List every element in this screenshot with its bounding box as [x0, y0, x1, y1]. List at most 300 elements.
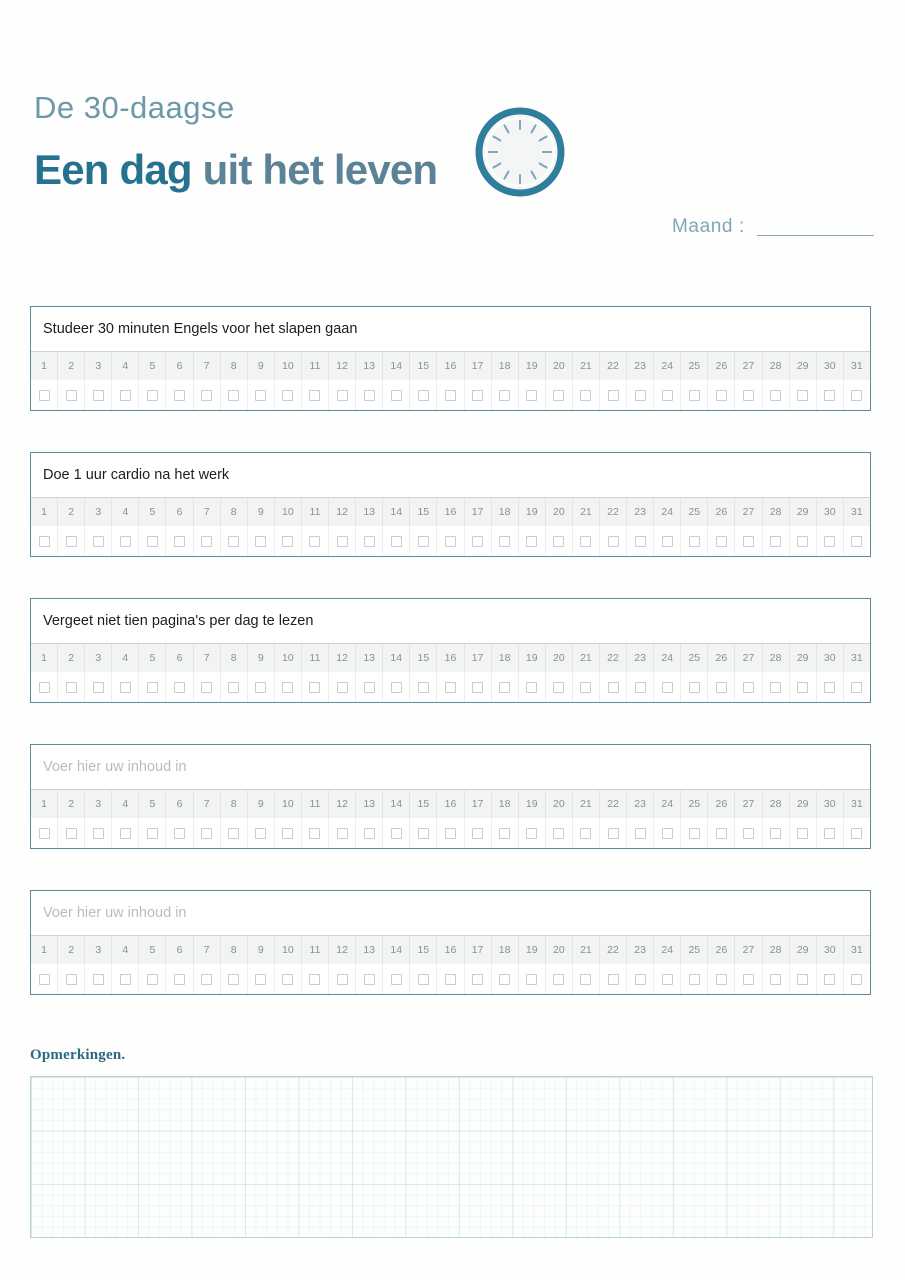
day-checkbox[interactable] [743, 390, 754, 401]
day-checkbox[interactable] [851, 974, 862, 985]
day-checkbox[interactable] [282, 682, 293, 693]
day-checkbox[interactable] [635, 682, 646, 693]
checkbox-cell[interactable] [58, 380, 85, 410]
checkbox-cell[interactable] [248, 818, 275, 848]
checkbox-cell[interactable] [58, 526, 85, 556]
day-checkbox[interactable] [797, 974, 808, 985]
checkbox-cell[interactable] [790, 818, 817, 848]
day-checkbox[interactable] [39, 390, 50, 401]
checkbox-cell[interactable] [654, 672, 681, 702]
checkbox-cell[interactable] [302, 526, 329, 556]
checkbox-cell[interactable] [735, 380, 762, 410]
day-checkbox[interactable] [499, 974, 510, 985]
checkbox-cell[interactable] [790, 964, 817, 994]
day-checkbox[interactable] [797, 390, 808, 401]
checkbox-cell[interactable] [31, 672, 58, 702]
checkbox-cell[interactable] [573, 964, 600, 994]
day-checkbox[interactable] [499, 536, 510, 547]
day-checkbox[interactable] [499, 828, 510, 839]
day-checkbox[interactable] [93, 536, 104, 547]
day-checkbox[interactable] [418, 682, 429, 693]
day-checkbox[interactable] [147, 974, 158, 985]
checkbox-cell[interactable] [654, 526, 681, 556]
checkbox-cell[interactable] [437, 964, 464, 994]
checkbox-cell[interactable] [627, 526, 654, 556]
day-checkbox[interactable] [255, 682, 266, 693]
checkbox-cell[interactable] [492, 818, 519, 848]
day-checkbox[interactable] [228, 828, 239, 839]
checkbox-cell[interactable] [654, 964, 681, 994]
checkbox-cell[interactable] [708, 380, 735, 410]
checkbox-cell[interactable] [519, 818, 546, 848]
checkbox-cell[interactable] [627, 380, 654, 410]
habit-title-input[interactable]: Studeer 30 minuten Engels voor het slapen gaan [31, 307, 870, 352]
checkbox-cell[interactable] [817, 672, 844, 702]
day-checkbox[interactable] [824, 828, 835, 839]
checkbox-cell[interactable] [85, 526, 112, 556]
habit-title-input[interactable]: Voer hier uw inhoud in [31, 891, 870, 936]
checkbox-cell[interactable] [492, 672, 519, 702]
checkbox-cell[interactable] [383, 526, 410, 556]
day-checkbox[interactable] [635, 536, 646, 547]
checkbox-cell[interactable] [817, 526, 844, 556]
day-checkbox[interactable] [418, 828, 429, 839]
day-checkbox[interactable] [445, 682, 456, 693]
day-checkbox[interactable] [337, 390, 348, 401]
checkbox-cell[interactable] [112, 380, 139, 410]
checkbox-cell[interactable] [546, 526, 573, 556]
checkbox-cell[interactable] [112, 526, 139, 556]
day-checkbox[interactable] [120, 682, 131, 693]
checkbox-cell[interactable] [437, 526, 464, 556]
day-checkbox[interactable] [391, 536, 402, 547]
day-checkbox[interactable] [553, 828, 564, 839]
checkbox-cell[interactable] [681, 526, 708, 556]
day-checkbox[interactable] [120, 828, 131, 839]
checkbox-cell[interactable] [817, 380, 844, 410]
checkbox-cell[interactable] [58, 672, 85, 702]
checkbox-cell[interactable] [58, 818, 85, 848]
checkbox-cell[interactable] [248, 526, 275, 556]
checkbox-cell[interactable] [763, 818, 790, 848]
day-checkbox[interactable] [391, 682, 402, 693]
day-checkbox[interactable] [472, 682, 483, 693]
day-checkbox[interactable] [201, 974, 212, 985]
checkbox-cell[interactable] [194, 526, 221, 556]
checkbox-cell[interactable] [654, 818, 681, 848]
day-checkbox[interactable] [228, 536, 239, 547]
checkbox-cell[interactable] [302, 818, 329, 848]
day-checkbox[interactable] [337, 536, 348, 547]
checkbox-cell[interactable] [329, 380, 356, 410]
day-checkbox[interactable] [66, 828, 77, 839]
checkbox-cell[interactable] [410, 672, 437, 702]
day-checkbox[interactable] [635, 974, 646, 985]
checkbox-cell[interactable] [465, 818, 492, 848]
checkbox-cell[interactable] [302, 672, 329, 702]
checkbox-cell[interactable] [627, 672, 654, 702]
checkbox-cell[interactable] [627, 964, 654, 994]
checkbox-cell[interactable] [356, 380, 383, 410]
checkbox-cell[interactable] [356, 964, 383, 994]
checkbox-cell[interactable] [221, 818, 248, 848]
checkbox-cell[interactable] [410, 964, 437, 994]
day-checkbox[interactable] [93, 828, 104, 839]
day-checkbox[interactable] [309, 536, 320, 547]
checkbox-cell[interactable] [735, 526, 762, 556]
day-checkbox[interactable] [608, 974, 619, 985]
day-checkbox[interactable] [364, 828, 375, 839]
habit-title-input[interactable]: Vergeet niet tien pagina's per dag te lezen [31, 599, 870, 644]
checkbox-cell[interactable] [166, 818, 193, 848]
checkbox-cell[interactable] [410, 818, 437, 848]
checkbox-cell[interactable] [139, 818, 166, 848]
habit-title-input[interactable]: Voer hier uw inhoud in [31, 745, 870, 790]
checkbox-cell[interactable] [275, 526, 302, 556]
day-checkbox[interactable] [580, 974, 591, 985]
day-checkbox[interactable] [824, 390, 835, 401]
day-checkbox[interactable] [282, 536, 293, 547]
checkbox-cell[interactable] [166, 964, 193, 994]
day-checkbox[interactable] [66, 682, 77, 693]
day-checkbox[interactable] [391, 974, 402, 985]
day-checkbox[interactable] [635, 828, 646, 839]
checkbox-cell[interactable] [275, 818, 302, 848]
day-checkbox[interactable] [93, 682, 104, 693]
checkbox-cell[interactable] [383, 964, 410, 994]
checkbox-cell[interactable] [221, 672, 248, 702]
day-checkbox[interactable] [851, 536, 862, 547]
checkbox-cell[interactable] [573, 818, 600, 848]
day-checkbox[interactable] [364, 682, 375, 693]
day-checkbox[interactable] [580, 536, 591, 547]
checkbox-cell[interactable] [275, 380, 302, 410]
checkbox-cell[interactable] [735, 672, 762, 702]
notes-grid-area[interactable] [30, 1076, 873, 1238]
day-checkbox[interactable] [201, 828, 212, 839]
day-checkbox[interactable] [662, 536, 673, 547]
day-checkbox[interactable] [472, 390, 483, 401]
day-checkbox[interactable] [851, 682, 862, 693]
checkbox-cell[interactable] [519, 526, 546, 556]
day-checkbox[interactable] [174, 974, 185, 985]
day-checkbox[interactable] [309, 682, 320, 693]
day-checkbox[interactable] [608, 390, 619, 401]
checkbox-cell[interactable] [139, 526, 166, 556]
checkbox-cell[interactable] [410, 380, 437, 410]
day-checkbox[interactable] [39, 828, 50, 839]
checkbox-cell[interactable] [763, 380, 790, 410]
checkbox-cell[interactable] [31, 380, 58, 410]
day-checkbox[interactable] [824, 682, 835, 693]
checkbox-cell[interactable] [248, 964, 275, 994]
checkbox-cell[interactable] [248, 380, 275, 410]
checkbox-cell[interactable] [437, 672, 464, 702]
day-checkbox[interactable] [445, 390, 456, 401]
checkbox-cell[interactable] [708, 818, 735, 848]
checkbox-cell[interactable] [735, 818, 762, 848]
day-checkbox[interactable] [689, 828, 700, 839]
checkbox-cell[interactable] [492, 964, 519, 994]
day-checkbox[interactable] [797, 682, 808, 693]
checkbox-cell[interactable] [437, 818, 464, 848]
day-checkbox[interactable] [282, 828, 293, 839]
checkbox-cell[interactable] [519, 964, 546, 994]
checkbox-cell[interactable] [600, 526, 627, 556]
checkbox-cell[interactable] [329, 526, 356, 556]
day-checkbox[interactable] [337, 682, 348, 693]
day-checkbox[interactable] [445, 536, 456, 547]
day-checkbox[interactable] [716, 390, 727, 401]
day-checkbox[interactable] [580, 390, 591, 401]
day-checkbox[interactable] [770, 536, 781, 547]
day-checkbox[interactable] [418, 390, 429, 401]
day-checkbox[interactable] [716, 828, 727, 839]
checkbox-cell[interactable] [194, 964, 221, 994]
checkbox-cell[interactable] [681, 672, 708, 702]
day-checkbox[interactable] [499, 390, 510, 401]
checkbox-cell[interactable] [410, 526, 437, 556]
checkbox-cell[interactable] [302, 964, 329, 994]
checkbox-cell[interactable] [519, 672, 546, 702]
day-checkbox[interactable] [743, 828, 754, 839]
checkbox-cell[interactable] [221, 964, 248, 994]
day-checkbox[interactable] [147, 828, 158, 839]
checkbox-cell[interactable] [329, 964, 356, 994]
day-checkbox[interactable] [689, 682, 700, 693]
day-checkbox[interactable] [282, 974, 293, 985]
checkbox-cell[interactable] [573, 672, 600, 702]
day-checkbox[interactable] [391, 390, 402, 401]
day-checkbox[interactable] [797, 828, 808, 839]
checkbox-cell[interactable] [844, 818, 870, 848]
day-checkbox[interactable] [824, 974, 835, 985]
checkbox-cell[interactable] [383, 818, 410, 848]
habit-title-input[interactable]: Doe 1 uur cardio na het werk [31, 453, 870, 498]
checkbox-cell[interactable] [194, 818, 221, 848]
day-checkbox[interactable] [553, 974, 564, 985]
day-checkbox[interactable] [662, 390, 673, 401]
day-checkbox[interactable] [66, 536, 77, 547]
checkbox-cell[interactable] [221, 380, 248, 410]
day-checkbox[interactable] [608, 536, 619, 547]
day-checkbox[interactable] [93, 974, 104, 985]
day-checkbox[interactable] [526, 828, 537, 839]
day-checkbox[interactable] [770, 682, 781, 693]
day-checkbox[interactable] [689, 390, 700, 401]
checkbox-cell[interactable] [844, 380, 870, 410]
checkbox-cell[interactable] [546, 380, 573, 410]
checkbox-cell[interactable] [790, 672, 817, 702]
day-checkbox[interactable] [770, 828, 781, 839]
day-checkbox[interactable] [472, 828, 483, 839]
day-checkbox[interactable] [445, 828, 456, 839]
day-checkbox[interactable] [255, 974, 266, 985]
checkbox-cell[interactable] [166, 380, 193, 410]
day-checkbox[interactable] [526, 974, 537, 985]
checkbox-cell[interactable] [194, 380, 221, 410]
checkbox-cell[interactable] [465, 380, 492, 410]
checkbox-cell[interactable] [546, 818, 573, 848]
checkbox-cell[interactable] [519, 380, 546, 410]
day-checkbox[interactable] [526, 682, 537, 693]
day-checkbox[interactable] [716, 536, 727, 547]
checkbox-cell[interactable] [492, 380, 519, 410]
checkbox-cell[interactable] [383, 380, 410, 410]
checkbox-cell[interactable] [600, 380, 627, 410]
day-checkbox[interactable] [66, 390, 77, 401]
day-checkbox[interactable] [662, 682, 673, 693]
checkbox-cell[interactable] [817, 964, 844, 994]
checkbox-cell[interactable] [329, 672, 356, 702]
day-checkbox[interactable] [174, 536, 185, 547]
day-checkbox[interactable] [120, 536, 131, 547]
day-checkbox[interactable] [608, 682, 619, 693]
checkbox-cell[interactable] [58, 964, 85, 994]
day-checkbox[interactable] [418, 974, 429, 985]
checkbox-cell[interactable] [248, 672, 275, 702]
day-checkbox[interactable] [580, 828, 591, 839]
day-checkbox[interactable] [608, 828, 619, 839]
checkbox-cell[interactable] [627, 818, 654, 848]
day-checkbox[interactable] [851, 828, 862, 839]
checkbox-cell[interactable] [139, 964, 166, 994]
checkbox-cell[interactable] [85, 964, 112, 994]
checkbox-cell[interactable] [681, 964, 708, 994]
checkbox-cell[interactable] [600, 964, 627, 994]
checkbox-cell[interactable] [31, 526, 58, 556]
day-checkbox[interactable] [39, 536, 50, 547]
day-checkbox[interactable] [743, 682, 754, 693]
checkbox-cell[interactable] [275, 672, 302, 702]
checkbox-cell[interactable] [844, 964, 870, 994]
checkbox-cell[interactable] [573, 380, 600, 410]
day-checkbox[interactable] [743, 974, 754, 985]
day-checkbox[interactable] [309, 390, 320, 401]
day-checkbox[interactable] [472, 974, 483, 985]
checkbox-cell[interactable] [112, 964, 139, 994]
day-checkbox[interactable] [228, 974, 239, 985]
checkbox-cell[interactable] [573, 526, 600, 556]
checkbox-cell[interactable] [356, 818, 383, 848]
checkbox-cell[interactable] [844, 672, 870, 702]
day-checkbox[interactable] [526, 536, 537, 547]
day-checkbox[interactable] [770, 974, 781, 985]
checkbox-cell[interactable] [275, 964, 302, 994]
checkbox-cell[interactable] [817, 818, 844, 848]
day-checkbox[interactable] [282, 390, 293, 401]
checkbox-cell[interactable] [465, 964, 492, 994]
day-checkbox[interactable] [445, 974, 456, 985]
day-checkbox[interactable] [255, 828, 266, 839]
checkbox-cell[interactable] [166, 526, 193, 556]
day-checkbox[interactable] [662, 974, 673, 985]
checkbox-cell[interactable] [356, 672, 383, 702]
day-checkbox[interactable] [689, 536, 700, 547]
checkbox-cell[interactable] [708, 964, 735, 994]
day-checkbox[interactable] [174, 390, 185, 401]
checkbox-cell[interactable] [85, 380, 112, 410]
checkbox-cell[interactable] [600, 672, 627, 702]
checkbox-cell[interactable] [763, 964, 790, 994]
day-checkbox[interactable] [201, 536, 212, 547]
day-checkbox[interactable] [66, 974, 77, 985]
day-checkbox[interactable] [851, 390, 862, 401]
day-checkbox[interactable] [120, 974, 131, 985]
day-checkbox[interactable] [472, 536, 483, 547]
checkbox-cell[interactable] [465, 672, 492, 702]
day-checkbox[interactable] [255, 390, 266, 401]
day-checkbox[interactable] [635, 390, 646, 401]
day-checkbox[interactable] [499, 682, 510, 693]
checkbox-cell[interactable] [465, 526, 492, 556]
checkbox-cell[interactable] [735, 964, 762, 994]
checkbox-cell[interactable] [221, 526, 248, 556]
day-checkbox[interactable] [364, 974, 375, 985]
checkbox-cell[interactable] [844, 526, 870, 556]
checkbox-cell[interactable] [85, 818, 112, 848]
day-checkbox[interactable] [364, 390, 375, 401]
checkbox-cell[interactable] [763, 526, 790, 556]
day-checkbox[interactable] [147, 682, 158, 693]
day-checkbox[interactable] [553, 536, 564, 547]
day-checkbox[interactable] [309, 974, 320, 985]
day-checkbox[interactable] [309, 828, 320, 839]
day-checkbox[interactable] [743, 536, 754, 547]
day-checkbox[interactable] [662, 828, 673, 839]
checkbox-cell[interactable] [166, 672, 193, 702]
day-checkbox[interactable] [391, 828, 402, 839]
day-checkbox[interactable] [526, 390, 537, 401]
day-checkbox[interactable] [553, 682, 564, 693]
day-checkbox[interactable] [716, 974, 727, 985]
checkbox-cell[interactable] [790, 380, 817, 410]
checkbox-cell[interactable] [356, 526, 383, 556]
checkbox-cell[interactable] [302, 380, 329, 410]
day-checkbox[interactable] [93, 390, 104, 401]
checkbox-cell[interactable] [85, 672, 112, 702]
day-checkbox[interactable] [39, 974, 50, 985]
checkbox-cell[interactable] [708, 526, 735, 556]
day-checkbox[interactable] [797, 536, 808, 547]
day-checkbox[interactable] [337, 828, 348, 839]
checkbox-cell[interactable] [708, 672, 735, 702]
checkbox-cell[interactable] [112, 818, 139, 848]
checkbox-cell[interactable] [763, 672, 790, 702]
day-checkbox[interactable] [824, 536, 835, 547]
checkbox-cell[interactable] [329, 818, 356, 848]
checkbox-cell[interactable] [681, 380, 708, 410]
day-checkbox[interactable] [147, 536, 158, 547]
checkbox-cell[interactable] [31, 818, 58, 848]
month-input-line[interactable] [757, 235, 874, 236]
day-checkbox[interactable] [553, 390, 564, 401]
day-checkbox[interactable] [174, 682, 185, 693]
checkbox-cell[interactable] [790, 526, 817, 556]
checkbox-cell[interactable] [31, 964, 58, 994]
day-checkbox[interactable] [201, 682, 212, 693]
day-checkbox[interactable] [120, 390, 131, 401]
day-checkbox[interactable] [201, 390, 212, 401]
checkbox-cell[interactable] [546, 672, 573, 702]
day-checkbox[interactable] [716, 682, 727, 693]
day-checkbox[interactable] [228, 682, 239, 693]
checkbox-cell[interactable] [139, 672, 166, 702]
checkbox-cell[interactable] [437, 380, 464, 410]
day-checkbox[interactable] [255, 536, 266, 547]
checkbox-cell[interactable] [654, 380, 681, 410]
checkbox-cell[interactable] [112, 672, 139, 702]
